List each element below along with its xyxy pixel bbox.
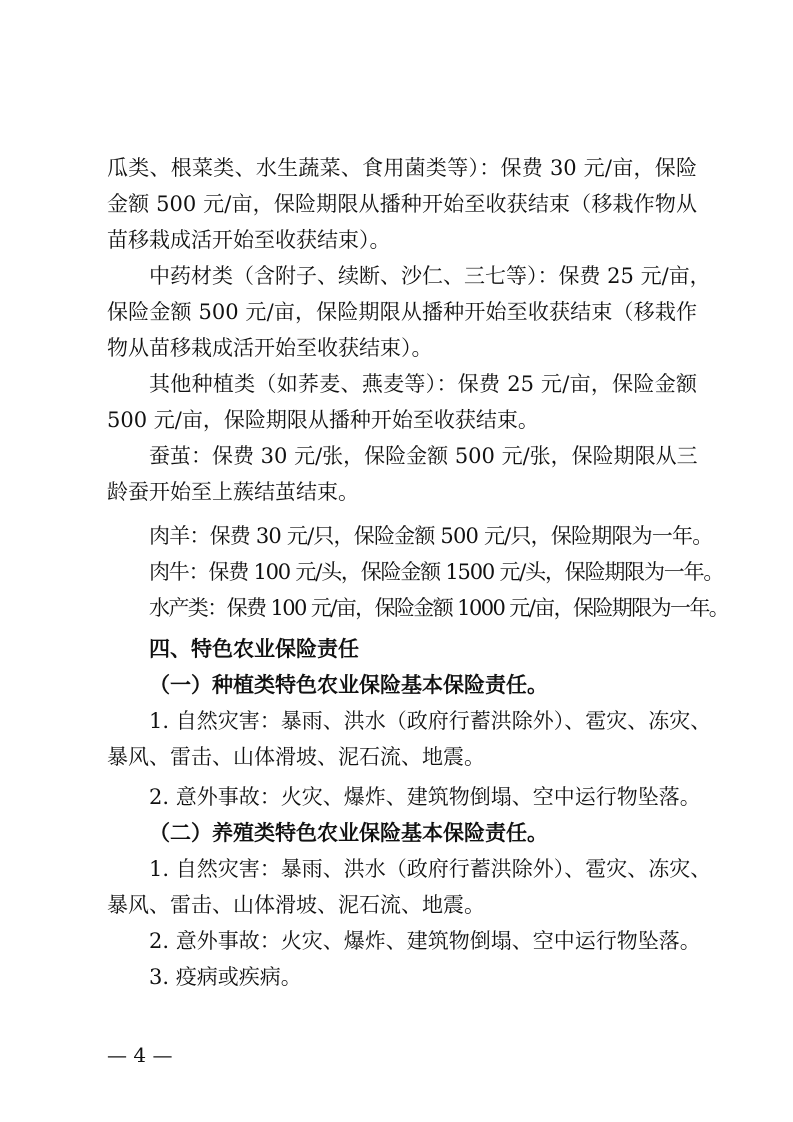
text-line: 保险金额 500 元/亩，保险期限从播种开始至收获结束（移栽作 [107, 300, 697, 324]
text-line: 中药材类（含附子、续断、沙仁、三七等）：保费 25 元/亩， [149, 264, 711, 288]
text-line: 苗移栽成活开始至收获结束）。 [107, 228, 391, 252]
text-line: 物从苗移栽成活开始至收获结束）。 [107, 336, 433, 360]
subsection-heading: （二）养殖类特色农业保险基本保险责任。 [149, 820, 548, 845]
text-line: 3. 疫病或疾病。 [149, 965, 302, 989]
text-line: 其他种植类（如荞麦、燕麦等）：保费 25 元/亩，保险金额 [149, 372, 697, 396]
text-line: 金额 500 元/亩，保险期限从播种开始至收获结束（移栽作物从 [107, 192, 697, 216]
text-line: 1. 自然灾害：暴雨、洪水（政府行蓄洪除外）、雹灾、冻灾、 [149, 709, 712, 733]
text-line: 1. 自然灾害：暴雨、洪水（政府行蓄洪除外）、雹灾、冻灾、 [149, 857, 712, 881]
text-line: 瓜类、根菜类、水生蔬菜、食用菌类等）：保费 30 元/亩，保险 [107, 156, 697, 180]
subsection-heading: （一）种植类特色农业保险基本保险责任。 [149, 672, 548, 697]
text-line: 暴风、雷击、山体滑坡、泥石流、地震。 [107, 893, 485, 917]
text-line: 500 元/亩，保险期限从播种开始至收获结束。 [107, 408, 539, 432]
section-heading: 四、特色农业保险责任 [149, 637, 359, 661]
text-line: 暴风、雷击、山体滑坡、泥石流、地震。 [107, 745, 485, 769]
text-line: 肉羊：保费 30 元/只，保险金额 500 元/只，保险期限为一年。 [149, 524, 713, 548]
text-line: 2. 意外事故：火灾、爆炸、建筑物倒塌、空中运行物坠落。 [149, 785, 701, 809]
text-line: 龄蚕开始至上蔟结茧结束。 [107, 480, 359, 504]
page-number: — 4 — [107, 1043, 173, 1067]
text-line: 2. 意外事故：火灾、爆炸、建筑物倒塌、空中运行物坠落。 [149, 929, 701, 953]
text-line: 肉牛：保费 100 元/头，保险金额 1500 元/头，保险期限为一年。 [149, 560, 724, 584]
text-line: 水产类：保费 100 元/亩，保险金额 1000 元/亩，保险期限为一年。 [149, 596, 729, 620]
text-line: 蚕茧：保费 30 元/张，保险金额 500 元/张，保险期限从三 [149, 444, 698, 468]
